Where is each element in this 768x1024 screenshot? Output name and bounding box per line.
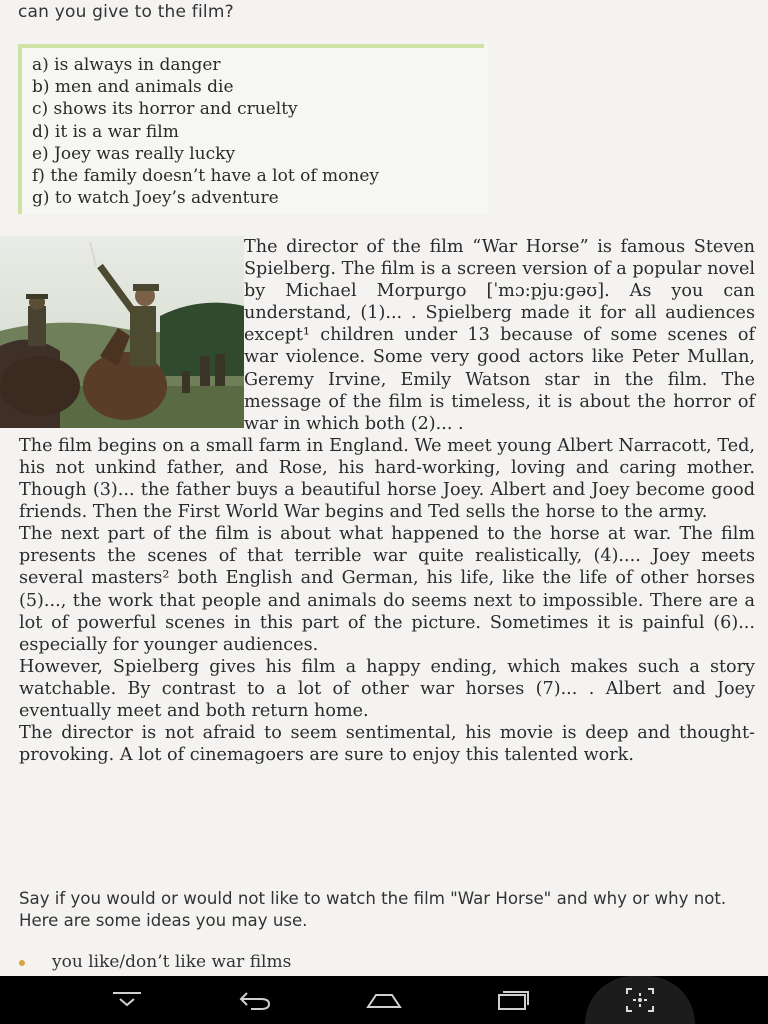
photo-placeholder — [0, 236, 244, 432]
option-a: a) is always in danger — [32, 55, 221, 75]
back-icon — [237, 989, 273, 1011]
paragraph-farm: The film begins on a small farm in England. We meet young Albert Narracott, Ted, his not unkind father, and Rose, his hard-working, loving and caring mother. Though (3)... the father buys a beautiful horse Joey. Albert and Joey become good friends. Then the First World War begins and Ted sells the horse to the army. — [19, 435, 755, 523]
idea-text: you like/don’t like war films — [52, 952, 292, 972]
article-body — [19, 236, 755, 766]
hide-keyboard-icon — [111, 990, 143, 1010]
question-tail: can you give to the film? — [18, 2, 234, 22]
home-icon — [364, 989, 404, 1011]
option-e: e) Joey was really lucky — [32, 143, 236, 164]
android-navigation-bar — [0, 976, 768, 1024]
option-b: b) men and animals die — [32, 77, 234, 98]
paragraph-ending: However, Spielberg gives his film a happy ending, which makes such a story watchable. By contrast to a lot of other war horses (7)... . Albert and Joey eventually meet and both return home. — [19, 656, 755, 721]
option-f: f) the family doesn’t have a lot of money — [32, 166, 379, 187]
options-accent-bar — [18, 44, 484, 48]
options-list — [32, 54, 379, 209]
home-button[interactable] — [334, 976, 434, 1024]
bullet-icon — [19, 960, 25, 966]
recent-apps-button[interactable] — [463, 976, 563, 1024]
option-c: c) shows its horror and cruelty — [32, 99, 298, 120]
option-d: d) it is a war film — [32, 121, 179, 142]
paragraph-war: The next part of the film is about what happened to the horse at war. The film presents the scenes of that terrible war quite realistically, (4).... Joey meets several masters² both English and German, his life, like the life of other horses (5)..., the work that people and animals do seems next to impossible. There are a lot of powerful scenes in this part of the picture. Sometimes it is painful (6)... especially for younger audiences. — [19, 524, 755, 655]
back-button[interactable] — [205, 976, 305, 1024]
option-g: g) to watch Joey’s adventure — [32, 188, 279, 209]
task-instructions: Say if you would or would not like to watch the film "War Horse" and why or why not. Here are some ideas you may use. — [19, 889, 727, 930]
paragraph-intro: The director of the film “War Horse” is famous Steven Spielberg. The film is a screen version of a popular novel by Michael Morpurgo [ˈmɔ:pju:gəʊ]. As you can understand, (1)... . Spielberg made it for all audiences except¹ children under 13 because of some scenes of war violence. Some very good actors like Peter Mullan, Geremy Irvine, Emily Watson star in the film. The message of the film is timeless, it is about the horror of war in which both (2)... . — [244, 237, 755, 434]
paragraph-conclusion: The director is not afraid to seem sentimental, his movie is deep and thought-provoking. A lot of cinemagoers are sure to enjoy this talented work. — [19, 723, 755, 766]
recent-apps-icon — [495, 989, 531, 1011]
hide-keyboard-button[interactable] — [77, 976, 177, 1024]
idea-bullet — [19, 952, 291, 972]
screenshot-icon — [624, 986, 656, 1014]
screenshot-button[interactable] — [590, 976, 690, 1024]
